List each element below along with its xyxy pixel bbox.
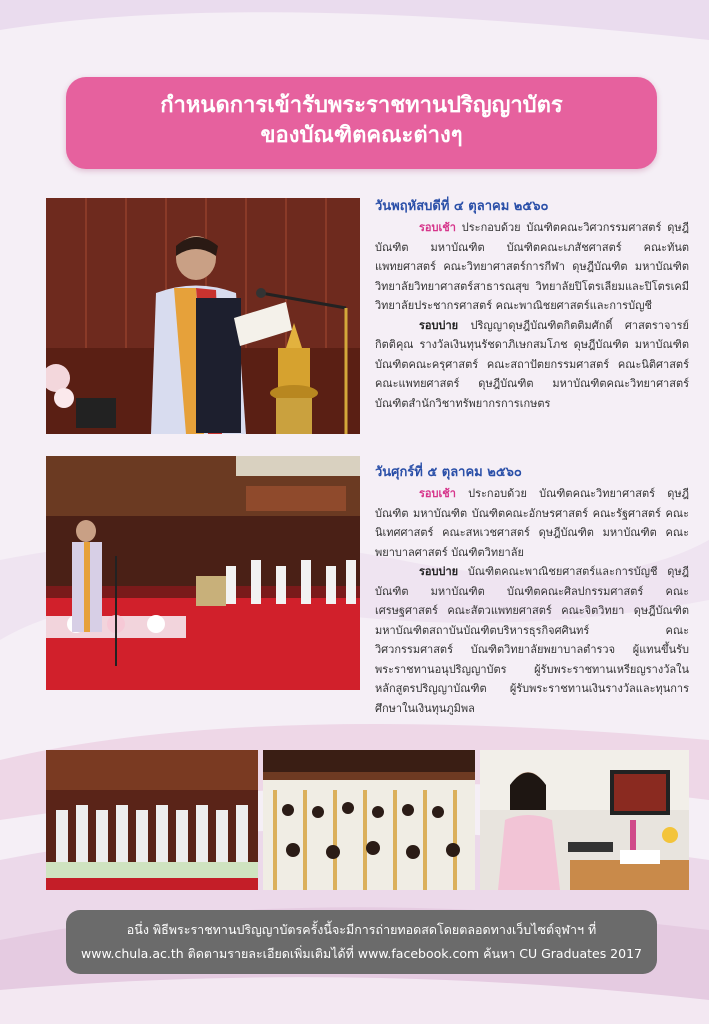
day1-afternoon: [375, 316, 689, 414]
day1-afternoon-text: ปริญญาดุษฎีบัณฑิตกิตติมศักดิ์ ศาสตราจารย์กิตติคุณ รางวัลเงินทุนรัชดาภิเษกสมโภช ดุษฎีบัณฑิต มหาบัณฑิต บัณฑิตคณะครุศาสตร์ คณะสถาปัตยกรรมศาสตร์ คณะนิติศาสตร์ คณะแพทยศาสตร์ ดุษฎีบัณฑิต มหาบัณฑิตคณะวิทยาศาสตร์ บัณฑิตสำนักวิชาทรัพยากรการเกษตร: [375, 318, 689, 410]
day1-date: วันพฤหัสบดีที่ ๔ ตุลาคม ๒๕๖๐: [375, 199, 549, 214]
photo-graduates-seated: [263, 750, 475, 890]
day1-afternoon-label: รอบบ่าย: [419, 318, 459, 332]
day2-morning-text: ประกอบด้วย บัณฑิตคณะวิทยาศาสตร์ ดุษฎีบัณฑิต มหาบัณฑิต บัณฑิตคณะอักษรศาสตร์ คณะรัฐศาสตร์ คณะนิเทศศาสตร์ คณะสหเวชศาสตร์ ดุษฎีบัณฑิต มหาบัณฑิต คณะพยาบาลศาสตร์ บัณฑิตวิทยาลัย: [375, 487, 689, 559]
day1-morning: [375, 218, 689, 316]
photo-staff-at-computer: [480, 750, 689, 890]
day2-afternoon-label: รอบบ่าย: [419, 565, 459, 578]
day2-afternoon: [375, 562, 689, 718]
day2-morning: [375, 484, 689, 562]
day1-morning-text: ประกอบด้วย บัณฑิตคณะวิศวกรรมศาสตร์ ดุษฎีบัณฑิต มหาบัณฑิต บัณฑิตคณะเภสัชศาสตร์ คณะทันตแพทยศาสตร์ คณะวิทยาศาสตร์การกีฬา ดุษฎีบัณฑิต มหาบัณฑิตวิทยาลัยวิทยาศาสตร์สาธารณสุข วิทยาลัยปิโตรเลียมและปิโตรเคมี วิทยาลัยประชากรศาสตร์ คณะพาณิชยศาสตร์และการบัญชี: [375, 221, 689, 312]
schedule-day1: [375, 196, 689, 413]
photo-ceremony-hall: [46, 456, 360, 690]
schedule-day2: [375, 462, 689, 718]
day1-morning-label: รอบเช้า: [419, 221, 456, 234]
footer-line2: www.chula.ac.th ติดตามรายละเอียดเพิ่มเติมได้ที่ www.facebook.com ค้นหา CU Graduates 2017: [81, 946, 642, 961]
page-title-banner: [66, 77, 657, 169]
page-title-line2: ของบัณฑิตคณะต่างๆ: [260, 123, 463, 148]
photo-ceremony-podium: [46, 198, 360, 434]
photo-graduates-standing: [46, 750, 258, 890]
day2-date: วันศุกร์ที่ ๕ ตุลาคม ๒๕๖๐: [375, 465, 522, 480]
day2-afternoon-text: บัณฑิตคณะพาณิชยศาสตร์และการบัญชี ดุษฎีบัณฑิต มหาบัณฑิต บัณฑิตคณะศิลปกรรมศาสตร์ คณะเศรษฐศาสตร์ คณะสัตวแพทยศาสตร์ คณะจิตวิทยา ดุษฎีบัณฑิต มหาบัณฑิตสถาบันบัณฑิตบริหารธุรกิจศศินทร์ คณะวิศวกรรมศาสตร์ บัณฑิตวิทยาลัยพยาบาลตำรวจ ผู้แทนขึ้นรับพระราชทานอนุปริญญาบัตร ผู้รับพระราชทานเหรียญรางวัลในหลักสูตรปริญญาบัณฑิต ผู้รับพระราชทานเงินรางวัลและทุนการศึกษาในเงินทุนภูมิพล: [375, 565, 689, 715]
footer-line1: อนึ่ง พิธีพระราชทานปริญญาบัตรครั้งนี้จะมีการถ่ายทอดสดโดยตลอดทางเว็บไซต์จุฬาฯ ที่: [126, 922, 597, 937]
page-title-line1: กำหนดการเข้ารับพระราชทานปริญญาบัตร: [160, 93, 563, 118]
day2-morning-label: รอบเช้า: [419, 487, 456, 500]
footer-notice: [66, 910, 657, 974]
